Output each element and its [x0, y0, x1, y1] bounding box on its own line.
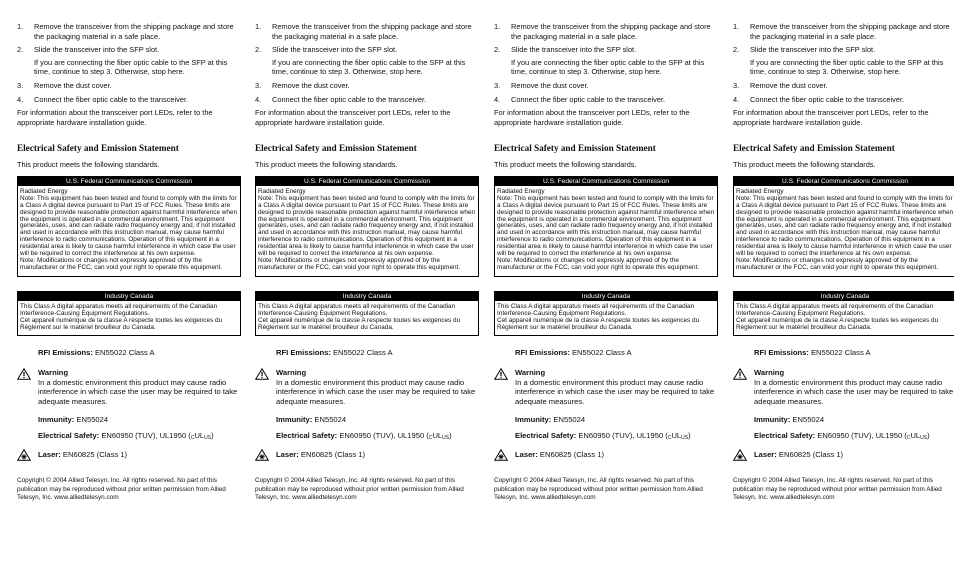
immunity-label: Immunity: — [276, 415, 313, 425]
ic-line: This Class A digital apparatus meets all requirements of the Canadian Interference-Causing Equipment Regulations. — [20, 302, 218, 317]
warning-icon — [17, 368, 31, 380]
document-column — [255, 22, 479, 503]
warning-text: In a domestic environment this product may cause radio interference in which case the user may be required to take adequate measures. — [276, 377, 476, 406]
step-number: 3. — [17, 80, 24, 90]
rfi-label: RFI Emissions: — [38, 348, 93, 358]
step-item — [17, 81, 241, 91]
step-item — [255, 45, 479, 77]
copyright-text: Copyright © 2004 Allied Telesyn, Inc. All rights reserved. No part of this publication may be reproduced without prior written permission from Allied Telesyn, Inc. www.alliedtelesyn.com — [17, 477, 226, 502]
step-item — [733, 45, 954, 77]
installation-steps — [494, 22, 718, 104]
section-intro: This product meets the following standards. — [17, 160, 160, 170]
step-text: Remove the dust cover. — [511, 80, 589, 90]
ic-line: Cet appareil numérique de la classe A respecte toutes les exigences du Règlement sur le matériel brouilleur du Canada. — [736, 316, 939, 331]
fcc-line: Note: Modifications or changes not expressly approved of by the manufacturer or the FCC, can void your right to operate this equipment. — [736, 257, 939, 271]
electrical-safety — [494, 431, 718, 444]
copyright-text: Copyright © 2004 Allied Telesyn, Inc. All rights reserved. No part of this publication may be reproduced without prior written permission from Allied Telesyn, Inc. www.alliedtelesyn.com — [255, 477, 464, 502]
industry-canada-box — [494, 291, 718, 337]
led-info-text: For information about the transceiver port LEDs, refer to the appropriate hardware installation guide. — [255, 108, 451, 127]
step-item — [494, 95, 718, 105]
fcc-box-body — [734, 186, 954, 276]
rfi-label: RFI Emissions: — [276, 348, 331, 358]
step-item — [17, 22, 241, 41]
section-title: Electrical Safety and Emission Statement — [255, 143, 417, 154]
warning-block — [17, 368, 241, 406]
electrical-safety — [255, 431, 479, 444]
immunity-value: EN55024 — [792, 415, 825, 425]
step-subtext: If you are connecting the fiber optic cable to the SFP at this time, continue to step 3. Otherwise, stop here. — [511, 57, 705, 77]
rfi-value: EN55022 Class A — [810, 348, 871, 358]
section-title: Electrical Safety and Emission Statement — [17, 143, 179, 154]
ic-line: Cet appareil numérique de la classe A respecte toutes les exigences du Règlement sur le matériel brouilleur du Canada. — [497, 316, 700, 331]
electrical-safety-value: EN60950 (TUV), UL1950 ( — [339, 431, 429, 440]
electrical-safety-close: ) — [211, 431, 214, 440]
warning-text: In a domestic environment this product may cause radio interference in which case the user may be required to take adequate measures. — [754, 377, 954, 406]
fcc-line: Radiated Energy — [736, 187, 784, 195]
rfi-emissions — [255, 348, 479, 358]
step-number: 2. — [494, 45, 501, 55]
laser-value: EN60825 (Class 1) — [300, 449, 366, 459]
fcc-line: Note: This equipment has been tested and found to comply with the limits for a Class A digital device pursuant to Part 15 of FCC Rules. These limits are designed to provide reasonable protection against harmful interference when the equipment is operated in a commercial environment. This equipment generates, uses, and can radiate radio frequency energy and, if not installed and used in accordance with this instruction manual, may cause harmful interference to radio communications. Operation of this equipment in a residential area is likely to cause harmful interference in which case the user will be required to correct the interference at his own expense. — [258, 194, 476, 258]
fcc-line: Radiated Energy — [497, 187, 545, 195]
fcc-box-body — [18, 186, 240, 276]
immunity — [17, 415, 241, 425]
electrical-safety-value: EN60950 (TUV), UL1950 ( — [817, 431, 907, 440]
document-column — [733, 22, 954, 503]
warning-title: Warning — [276, 368, 307, 378]
step-number: 4. — [17, 94, 24, 104]
electrical-safety-label: Electrical Safety: — [515, 431, 577, 440]
ic-line: Cet appareil numérique de la classe A respecte toutes les exigences du Règlement sur le matériel brouilleur du Canada. — [258, 316, 461, 331]
fcc-line: Note: Modifications or changes not expressly approved of by the manufacturer or the FCC, can void your right to operate this equipment. — [20, 257, 223, 271]
step-text: Connect the fiber optic cable to the transceiver. — [34, 94, 189, 104]
warning-icon — [494, 368, 508, 380]
electrical-safety — [17, 431, 241, 444]
fcc-box — [255, 176, 479, 277]
immunity-label: Immunity: — [515, 415, 552, 425]
fcc-line: Note: This equipment has been tested and found to comply with the limits for a Class A digital device pursuant to Part 15 of FCC Rules. These limits are designed to provide reasonable protection against harmful interference when the equipment is operated in a commercial environment. This equipment generates, uses, and can radiate radio frequency energy and, if not installed and used in accordance with this instruction manual, may cause harmful interference to radio communications. Operation of this equipment in a residential area is likely to cause harmful interference in which case the user will be required to correct the interference at his own expense. — [20, 194, 238, 258]
fcc-box-body — [495, 186, 717, 276]
laser-value: EN60825 (Class 1) — [62, 449, 128, 459]
step-text: Connect the fiber optic cable to the transceiver. — [511, 94, 666, 104]
c-mark: C — [906, 435, 911, 441]
immunity-value: EN55024 — [314, 415, 347, 425]
fcc-box-body — [256, 186, 478, 276]
laser — [733, 450, 954, 460]
fcc-line: Note: Modifications or changes not expressly approved of by the manufacturer or the FCC, can void your right to operate this equipment. — [497, 257, 700, 271]
laser — [494, 450, 718, 460]
step-number: 2. — [733, 45, 740, 55]
fcc-box-header: U.S. Federal Communications Commission — [734, 177, 954, 186]
industry-canada-box — [255, 291, 479, 337]
industry-canada-body — [256, 301, 478, 336]
laser — [17, 450, 241, 460]
c-mark: C — [190, 435, 195, 441]
electrical-safety-close: ) — [688, 431, 691, 440]
warning-block — [494, 368, 718, 406]
step-number: 2. — [255, 45, 262, 55]
warning-text: In a domestic environment this product may cause radio interference in which case the user may be required to take adequate measures. — [38, 377, 238, 406]
step-item — [733, 95, 954, 105]
laser-warning-icon — [494, 449, 508, 461]
warning-icon — [733, 368, 747, 380]
installation-steps — [255, 22, 479, 104]
rfi-label: RFI Emissions: — [754, 348, 809, 358]
laser-label: Laser: — [754, 449, 777, 459]
rfi-value: EN55022 Class A — [94, 348, 155, 358]
section-title: Electrical Safety and Emission Statement — [494, 143, 656, 154]
warning-icon — [255, 368, 269, 380]
section-intro: This product meets the following standards. — [494, 160, 637, 170]
fcc-box-header: U.S. Federal Communications Commission — [495, 177, 717, 186]
led-info-text: For information about the transceiver port LEDs, refer to the appropriate hardware installation guide. — [733, 108, 929, 127]
warning-text: In a domestic environment this product may cause radio interference in which case the user may be required to take adequate measures. — [515, 377, 715, 406]
installation-steps — [17, 22, 241, 104]
step-number: 2. — [17, 45, 24, 55]
industry-canada-box — [733, 291, 954, 337]
industry-canada-header: Industry Canada — [18, 292, 240, 301]
electrical-safety — [733, 431, 954, 444]
ul-mark: UL — [432, 431, 443, 440]
industry-canada-header: Industry Canada — [734, 292, 954, 301]
fcc-box — [17, 176, 241, 277]
ul-mark: UL — [910, 431, 921, 440]
fcc-line: Note: This equipment has been tested and found to comply with the limits for a Class A digital device pursuant to Part 15 of FCC Rules. These limits are designed to provide reasonable protection against harmful interference when the equipment is operated in a commercial environment. This equipment generates, uses, and can radiate radio frequency energy and, if not installed and used in accordance with this instruction manual, may cause harmful interference to radio communications. Operation of this equipment in a residential area is likely to cause harmful interference in which case the user will be required to correct the interference at his own expense. — [497, 194, 715, 258]
ic-line: This Class A digital apparatus meets all requirements of the Canadian Interference-Causing Equipment Regulations. — [258, 302, 456, 317]
laser-label: Laser: — [515, 449, 538, 459]
step-item — [17, 95, 241, 105]
ul-mark: UL — [194, 431, 205, 440]
step-number: 3. — [255, 80, 262, 90]
step-text: Remove the dust cover. — [272, 80, 350, 90]
immunity — [494, 415, 718, 425]
warning-title: Warning — [38, 368, 69, 378]
fcc-line: Note: This equipment has been tested and found to comply with the limits for a Class A digital device pursuant to Part 15 of FCC Rules. These limits are designed to provide reasonable protection against harmful interference when the equipment is operated in a commercial environment. This equipment generates, uses, and can radiate radio frequency energy and, if not installed and used in accordance with this instruction manual, may cause harmful interference to radio communications. Operation of this equipment in a residential area is likely to cause harmful interference in which case the user will be required to correct the interference at his own expense. — [736, 194, 954, 258]
step-number: 1. — [255, 22, 262, 31]
step-subtext: If you are connecting the fiber optic cable to the SFP at this time, continue to step 3. Otherwise, stop here. — [272, 57, 466, 77]
laser-value: EN60825 (Class 1) — [778, 449, 844, 459]
fcc-box — [494, 176, 718, 277]
fcc-box — [733, 176, 954, 277]
fcc-box-header: U.S. Federal Communications Commission — [256, 177, 478, 186]
industry-canada-body — [495, 301, 717, 336]
led-info-text: For information about the transceiver port LEDs, refer to the appropriate hardware installation guide. — [494, 108, 690, 127]
rfi-emissions — [17, 348, 241, 358]
immunity-value: EN55024 — [553, 415, 586, 425]
step-item — [733, 22, 954, 41]
step-text: Slide the transceiver into the SFP slot. — [272, 45, 398, 55]
rfi-emissions — [494, 348, 718, 358]
step-number: 1. — [494, 22, 501, 31]
step-number: 3. — [494, 80, 501, 90]
us-mark: US — [920, 435, 928, 441]
rfi-value: EN55022 Class A — [571, 348, 632, 358]
laser-value: EN60825 (Class 1) — [539, 449, 605, 459]
step-item — [255, 22, 479, 41]
electrical-safety-close: ) — [449, 431, 452, 440]
fcc-line: Note: Modifications or changes not expressly approved of by the manufacturer or the FCC, can void your right to operate this equipment. — [258, 257, 461, 271]
step-text: Connect the fiber optic cable to the transceiver. — [750, 94, 905, 104]
step-number: 4. — [255, 94, 262, 104]
warning-block — [733, 368, 954, 406]
laser-label: Laser: — [276, 449, 299, 459]
laser-warning-icon — [733, 449, 747, 461]
immunity — [255, 415, 479, 425]
step-text: Remove the transceiver from the shipping package and store the packaging material in a safe place. — [511, 22, 711, 41]
step-item — [17, 45, 241, 77]
section-intro: This product meets the following standards. — [733, 160, 876, 170]
warning-title: Warning — [754, 368, 785, 378]
step-text: Slide the transceiver into the SFP slot. — [34, 45, 160, 55]
immunity-label: Immunity: — [754, 415, 791, 425]
us-mark: US — [681, 435, 689, 441]
industry-canada-body — [18, 301, 240, 336]
step-text: Slide the transceiver into the SFP slot. — [511, 45, 637, 55]
laser-label: Laser: — [38, 449, 61, 459]
step-text: Remove the transceiver from the shipping package and store the packaging material in a safe place. — [750, 22, 950, 41]
immunity — [733, 415, 954, 425]
step-number: 4. — [494, 94, 501, 104]
step-item — [255, 95, 479, 105]
industry-canada-body — [734, 301, 954, 336]
fcc-line: Radiated Energy — [20, 187, 68, 195]
laser — [255, 450, 479, 460]
electrical-safety-label: Electrical Safety: — [38, 431, 100, 440]
industry-canada-header: Industry Canada — [495, 292, 717, 301]
step-text: Remove the dust cover. — [750, 80, 828, 90]
step-number: 4. — [733, 94, 740, 104]
copyright-text: Copyright © 2004 Allied Telesyn, Inc. All rights reserved. No part of this publication may be reproduced without prior written permission from Allied Telesyn, Inc. www.alliedtelesyn.com — [494, 477, 703, 502]
step-text: Remove the dust cover. — [34, 80, 112, 90]
rfi-emissions — [733, 348, 954, 358]
rfi-value: EN55022 Class A — [332, 348, 393, 358]
us-mark: US — [442, 435, 450, 441]
step-number: 1. — [17, 22, 24, 31]
us-mark: US — [204, 435, 212, 441]
step-item — [494, 45, 718, 77]
fcc-box-header: U.S. Federal Communications Commission — [18, 177, 240, 186]
step-item — [494, 81, 718, 91]
warning-block — [255, 368, 479, 406]
document-column — [494, 22, 718, 503]
electrical-safety-value: EN60950 (TUV), UL1950 ( — [578, 431, 668, 440]
step-text: Remove the transceiver from the shipping package and store the packaging material in a safe place. — [34, 22, 234, 41]
document-column — [17, 22, 241, 503]
industry-canada-box — [17, 291, 241, 337]
industry-canada-header: Industry Canada — [256, 292, 478, 301]
step-text: Connect the fiber optic cable to the transceiver. — [272, 94, 427, 104]
led-info-text: For information about the transceiver port LEDs, refer to the appropriate hardware installation guide. — [17, 108, 213, 127]
step-subtext: If you are connecting the fiber optic cable to the SFP at this time, continue to step 3. Otherwise, stop here. — [750, 57, 944, 77]
immunity-value: EN55024 — [76, 415, 109, 425]
laser-warning-icon — [17, 449, 31, 461]
step-subtext: If you are connecting the fiber optic cable to the SFP at this time, continue to step 3. Otherwise, stop here. — [34, 57, 228, 77]
step-item — [255, 81, 479, 91]
electrical-safety-value: EN60950 (TUV), UL1950 ( — [101, 431, 191, 440]
c-mark: C — [667, 435, 672, 441]
electrical-safety-label: Electrical Safety: — [276, 431, 338, 440]
step-item — [733, 81, 954, 91]
electrical-safety-label: Electrical Safety: — [754, 431, 816, 440]
electrical-safety-close: ) — [927, 431, 930, 440]
rfi-label: RFI Emissions: — [515, 348, 570, 358]
step-number: 3. — [733, 80, 740, 90]
warning-title: Warning — [515, 368, 546, 378]
ul-mark: UL — [671, 431, 682, 440]
section-title: Electrical Safety and Emission Statement — [733, 143, 895, 154]
step-item — [494, 22, 718, 41]
ic-line: This Class A digital apparatus meets all requirements of the Canadian Interference-Causing Equipment Regulations. — [497, 302, 695, 317]
ic-line: Cet appareil numérique de la classe A respecte toutes les exigences du Règlement sur le matériel brouilleur du Canada. — [20, 316, 223, 331]
fcc-line: Radiated Energy — [258, 187, 306, 195]
c-mark: C — [428, 435, 433, 441]
installation-steps — [733, 22, 954, 104]
ic-line: This Class A digital apparatus meets all requirements of the Canadian Interference-Causing Equipment Regulations. — [736, 302, 934, 317]
step-text: Slide the transceiver into the SFP slot. — [750, 45, 876, 55]
copyright-text: Copyright © 2004 Allied Telesyn, Inc. All rights reserved. No part of this publication may be reproduced without prior written permission from Allied Telesyn, Inc. www.alliedtelesyn.com — [733, 477, 942, 502]
step-text: Remove the transceiver from the shipping package and store the packaging material in a safe place. — [272, 22, 472, 41]
immunity-label: Immunity: — [38, 415, 75, 425]
step-number: 1. — [733, 22, 740, 31]
laser-warning-icon — [255, 449, 269, 461]
section-intro: This product meets the following standards. — [255, 160, 398, 170]
